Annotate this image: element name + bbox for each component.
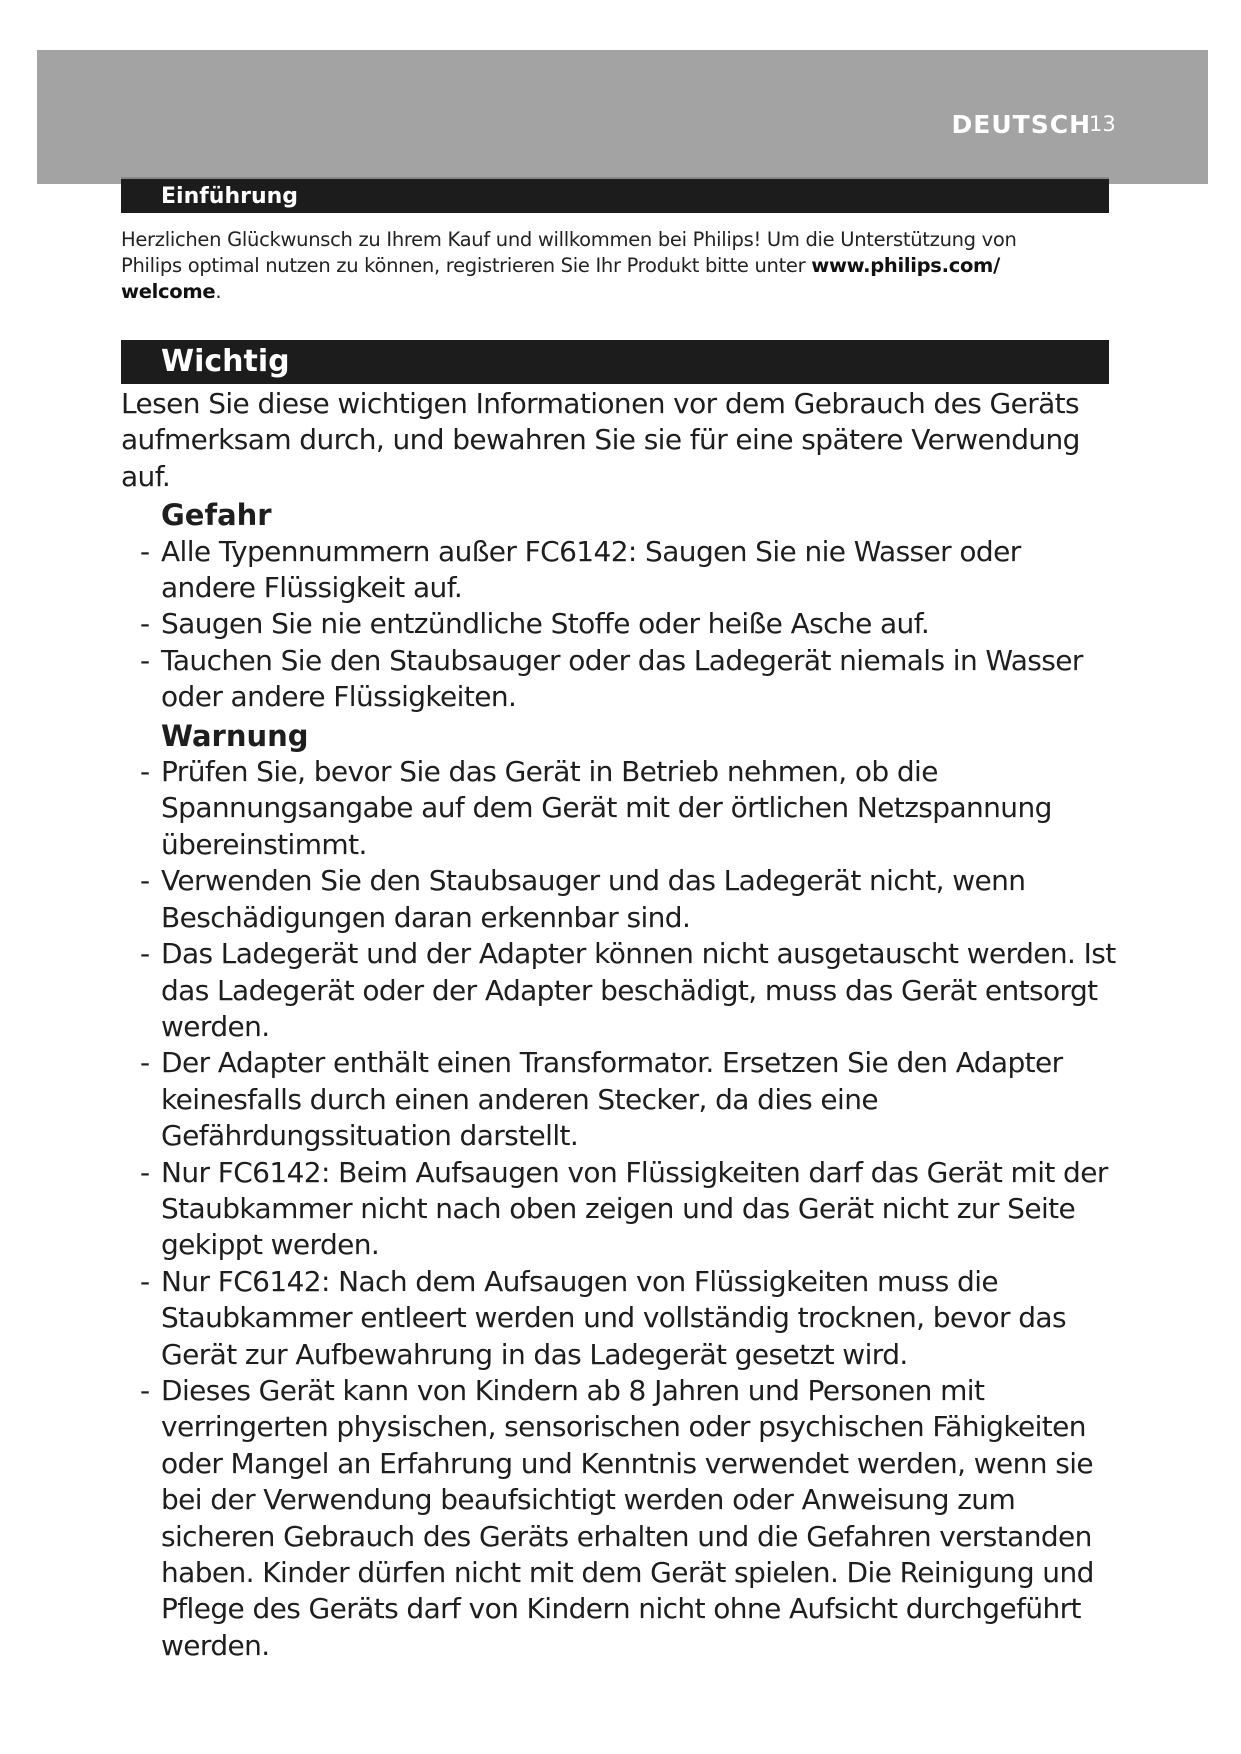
registration-link[interactable]: www.philips.com/ welcome [121, 254, 1000, 303]
intro-end: . [215, 280, 222, 303]
intro-paragraph [121, 227, 1081, 305]
list-item: - Verwenden Sie den Staubsauger und das Ladegerät nicht, wenn Beschädigungen daran erkennbar sind. [140, 864, 1026, 934]
list-item: - Alle Typennummern außer FC6142: Saugen Sie nie Wasser oder andere Flüssigkeit auf. [140, 534, 1021, 605]
section-title-important: Wichtig [121, 340, 1109, 384]
header-language: DEUTSCH [951, 110, 1091, 139]
list-item: - Saugen Sie nie entzündliche Stoffe oder heiße Asche auf. [140, 607, 930, 641]
list-item: - Dieses Gerät kann von Kindern ab 8 Jahren und Personen mit verringerten physischen, sensorischen oder psychischen Fähigkeiten oder Mangel an Erfahrung und Kenntnis verwendet werden, wenn sie bei der Verwendung beaufsichtigt werden oder Anweisung zum sicheren Gebrauch des Geräts erhalten und die Gefahren verstanden haben. Kinder dürfen nicht mit dem Gerät spielen. Die Reinigung und Pflege des Geräts darf von Kindern nicht ohne Aufsicht durchgeführt werden. [140, 1373, 1094, 1662]
list-item: - Prüfen Sie, bevor Sie das Gerät in Betrieb nehmen, ob die Spannungsangabe auf dem Gerät mit der örtlichen Netzspannung übereinstimmt. [140, 755, 1052, 861]
page-number: 13 [1089, 112, 1116, 136]
list-item: - Nur FC6142: Nach dem Aufsaugen von Flüssigkeiten muss die Staubkammer entleert werden und vollständig trocknen, bevor das Gerät zur Aufbewahrung in das Ladegerät gesetzt wird. [140, 1264, 1066, 1371]
danger-list [121, 534, 1121, 716]
important-content [121, 386, 1121, 1664]
danger-heading: Gefahr [161, 498, 272, 533]
list-item: - Nur FC6142: Beim Aufsaugen von Flüssigkeiten darf das Gerät mit der Staubkammer nicht nach oben zeigen und das Gerät nicht zur Seite gekippt werden. [140, 1155, 1108, 1262]
warning-list [121, 754, 1121, 1664]
list-item: - Das Ladegerät und der Adapter können nicht ausgetauscht werden. Ist das Ladegerät oder der Adapter beschädigt, muss das Gerät entsorgt werden. [140, 937, 1116, 1043]
warning-heading: Warnung [161, 718, 309, 753]
list-item: - Tauchen Sie den Staubsauger oder das Ladegerät niemals in Wasser oder andere Flüssigkeiten. [140, 643, 1083, 714]
list-item: - Der Adapter enthält einen Transformator. Ersetzen Sie den Adapter keinesfalls durch einen anderen Stecker, da dies eine Gefährdungssituation darstellt. [140, 1046, 1063, 1153]
important-lead: Lesen Sie diese wichtigen Informationen vor dem Gebrauch des Geräts aufmerksam durch, und bewahren Sie sie für eine spätere Verwendung auf. [121, 387, 1080, 493]
section-title-intro: Einführung [121, 177, 1109, 213]
intro-text: Herzlichen Glückwunsch zu Ihrem Kauf und willkommen bei Philips! Um die Unterstützung von Philips optimal nutzen zu können, registrieren Sie Ihr Produkt bitte unter [121, 228, 1017, 277]
